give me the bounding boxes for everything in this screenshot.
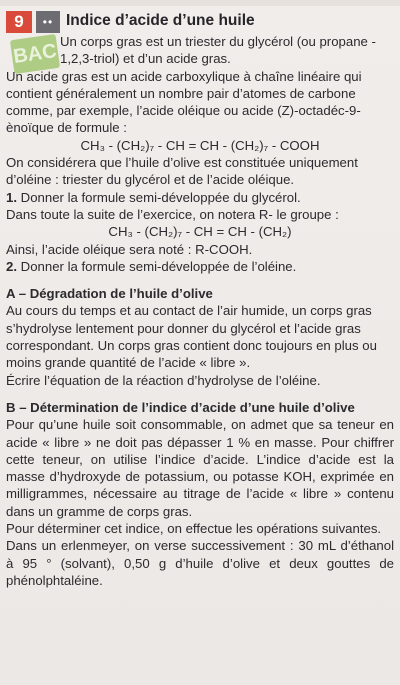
section-b-paragraph-3: Dans un erlenmeyer, on verse successivement : 30 mL d’éthanol à 95 ° (solvant), 0,50 g d’huile d’olive et deux gouttes de phénolphtaléine. — [6, 538, 394, 588]
question-2 — [6, 258, 394, 275]
question-1-text: Donner la formule semi-développée du glycérol. — [20, 189, 301, 205]
question-1-number: 1. — [6, 189, 17, 205]
section-b-paragraph-1: Pour qu’une huile soit consommable, on admet que sa teneur en acide « libre » ne doit pas dépasser 1 % en masse. Pour chiffrer cette teneur, on utilise l’indice d’acide. L’indice d’acide est la masse d’hydroxyde de potassium, ou potasse KOH, exprimée en milligrammes, nécessaire au titrage de l’acide « libre » contenu dans un gramme de corps gras. — [6, 417, 394, 519]
section-b-title: B – Détermination de l’indice d’acide d’une huile d’olive — [6, 399, 355, 415]
section-b-paragraph-2: Pour déterminer cet indice, on effectue les opérations suivantes. — [6, 521, 382, 537]
level-badge: •• — [36, 11, 60, 33]
top-strip — [0, 0, 400, 6]
intro-line-1: Un corps gras est un triester du glycérol (ou propane - 1,2,3-triol) et d’un acide gras. — [60, 34, 376, 67]
intro-line-4: Dans toute la suite de l’exercice, on notera R- le groupe : — [6, 206, 339, 222]
question-2-text: Donner la formule semi-développée de l’oléine. — [20, 258, 297, 274]
formula-oleic-acid: CH₃ - (CH₂)₇ - CH = CH - (CH₂)₇ - COOH — [80, 137, 320, 153]
intro-line-2: Un acide gras est un acide carboxylique à chaîne linéaire qui contient généralement un nombre pair d’atomes de carbone comme, par exemple, l’acide oléique ou acide (Z)-octadéc-9-ènoïque de formule : — [6, 68, 362, 136]
section-a-text: Au cours du temps et au contact de l’air humide, un corps gras s’hydrolyse lentement pour donner du glycérol et l’acide gras correspondant. Un corps gras contient donc toujours en plus ou moins grande quantité de l’acide « libre ». — [6, 303, 377, 371]
exercise-title: Indice d’acide d’une huile — [66, 12, 255, 29]
section-a-task: Écrire l’équation de la réaction d’hydrolyse de l’oléine. — [6, 372, 321, 388]
intro-line-3: On considérera que l’huile d’olive est constituée uniquement d’oléine : triester du glycérol et de l’acide oléique. — [6, 155, 358, 188]
formula-r-group: CH₃ - (CH₂)₇ - CH = CH - (CH₂) — [108, 224, 292, 240]
bac-logo: BAC — [10, 34, 60, 74]
exercise-number-badge: 9 — [6, 11, 32, 33]
intro-line-5: Ainsi, l’acide oléique sera noté : R-COOH. — [6, 241, 253, 257]
section-a-title: A – Dégradation de l’huile d’olive — [6, 286, 213, 302]
question-2-number: 2. — [6, 258, 17, 274]
question-1 — [6, 189, 394, 206]
exercise-body — [6, 33, 394, 589]
